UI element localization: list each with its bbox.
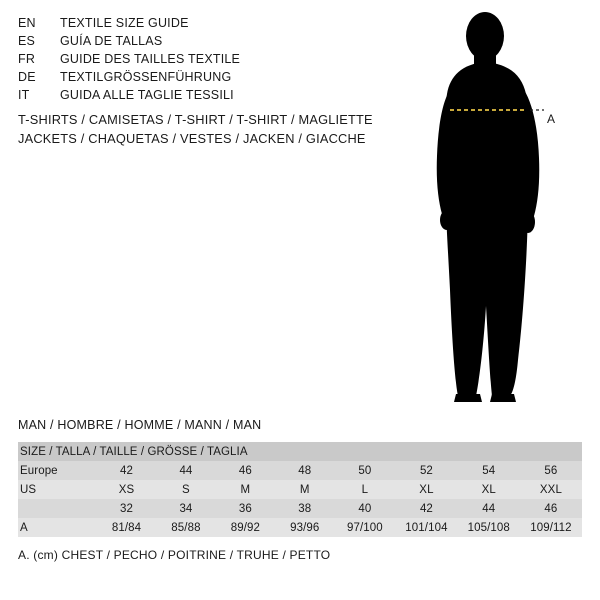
- table-header-row: [18, 442, 582, 461]
- table-row: [18, 461, 582, 480]
- cell-value: 101/104: [405, 521, 448, 534]
- cell-value: 44: [179, 464, 193, 477]
- language-code: IT: [18, 88, 30, 102]
- cell-value: 81/84: [111, 521, 142, 534]
- table-row: [18, 499, 582, 518]
- legs-shape: [446, 200, 528, 396]
- cell-value: 40: [358, 502, 372, 515]
- male-silhouette-figure: [400, 10, 600, 410]
- row-label: A: [20, 521, 28, 534]
- torso-shape: [445, 62, 530, 210]
- cell-value: 54: [482, 464, 496, 477]
- row-label: US: [20, 483, 37, 496]
- cell-value: M: [299, 483, 310, 496]
- category-jackets: JACKETS / CHAQUETAS / VESTES / JACKEN / GIACCHE: [18, 131, 366, 146]
- size-chart-table: [18, 442, 582, 537]
- language-guide-block: [18, 14, 398, 104]
- language-text: TEXTILE SIZE GUIDE: [60, 16, 189, 30]
- language-code: FR: [18, 52, 36, 66]
- language-row: [18, 86, 398, 104]
- row-label: Europe: [20, 464, 58, 477]
- cell-value: 36: [238, 502, 252, 515]
- language-row: [18, 68, 398, 86]
- language-text: GUIDE DES TAILLES TEXTILE: [60, 52, 241, 66]
- silhouette-svg: [400, 10, 600, 410]
- cell-value: XS: [118, 483, 135, 496]
- cell-value: 85/88: [171, 521, 201, 534]
- cell-value: 38: [298, 502, 312, 515]
- cell-value: 46: [238, 464, 252, 477]
- cell-value: 44: [482, 502, 496, 515]
- cell-value: 32: [120, 502, 134, 515]
- cell-value: 50: [358, 464, 372, 477]
- garment-categories: [18, 110, 418, 148]
- cell-value: 97/100: [346, 521, 383, 534]
- table-header-label: SIZE / TALLA / TAILLE / GRÖSSE / TAGLIA: [20, 445, 248, 458]
- cell-value: 56: [544, 464, 558, 477]
- cell-value: 46: [544, 502, 558, 515]
- row-label: [18, 499, 97, 518]
- cell-value: 42: [120, 464, 134, 477]
- cell-value: M: [240, 483, 251, 496]
- cell-value: 93/96: [290, 521, 320, 534]
- measure-a-label: A: [547, 112, 556, 126]
- cell-value: 109/112: [530, 521, 572, 534]
- table-title-man: MAN / HOMBRE / HOMME / MANN / MAN: [18, 418, 262, 432]
- language-row: [18, 50, 398, 68]
- language-row: [18, 14, 398, 32]
- language-code: DE: [18, 70, 36, 84]
- left-foot-shape: [454, 394, 482, 402]
- language-text: GUIDA ALLE TAGLIE TESSILI: [60, 88, 234, 102]
- table-row: [18, 480, 582, 499]
- cell-value: 89/92: [230, 521, 260, 534]
- language-text: TEXTILGRÖSSENFÜHRUNG: [60, 70, 232, 84]
- language-text: GUÍA DE TALLAS: [60, 34, 163, 48]
- cell-value: XL: [419, 483, 434, 496]
- language-code: ES: [18, 34, 36, 48]
- cell-value: 105/108: [467, 521, 510, 534]
- cell-value: 52: [419, 464, 433, 477]
- cell-value: S: [182, 483, 190, 496]
- category-tshirts: T-SHIRTS / CAMISETAS / T-SHIRT / T-SHIRT / MAGLIETTE: [18, 112, 373, 127]
- cell-value: 48: [298, 464, 312, 477]
- cell-value: XL: [481, 483, 496, 496]
- table-row: [18, 518, 582, 537]
- right-foot-shape: [490, 394, 516, 402]
- cell-value: L: [361, 483, 369, 496]
- language-row: [18, 32, 398, 50]
- cell-value: 34: [179, 502, 193, 515]
- cell-value: XXL: [539, 483, 562, 496]
- cell-value: 42: [419, 502, 433, 515]
- measurement-footnote: A. (cm) CHEST / PECHO / POITRINE / TRUHE / PETTO: [18, 548, 331, 562]
- language-code: EN: [18, 16, 36, 30]
- head-shape: [466, 12, 504, 60]
